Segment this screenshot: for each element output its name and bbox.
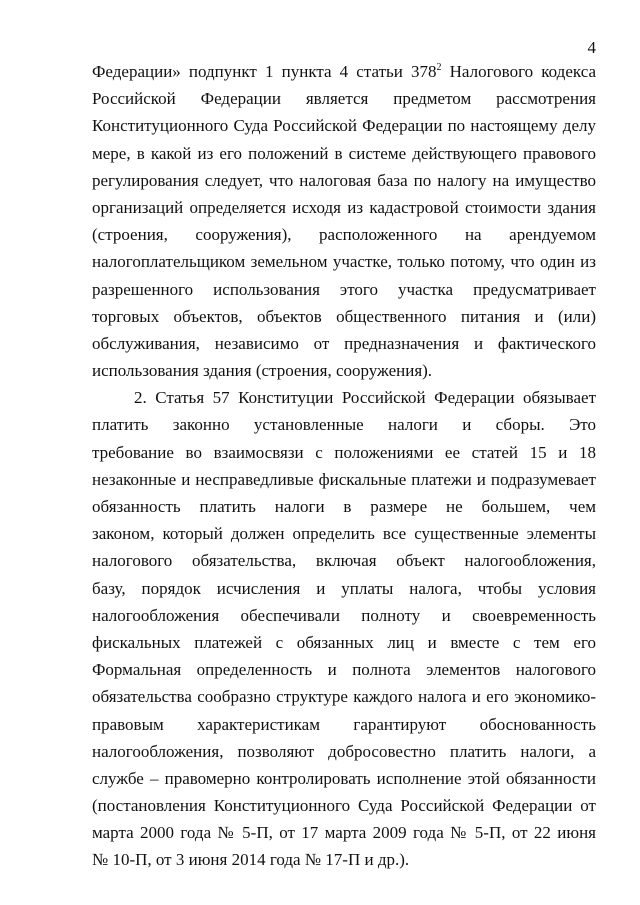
text-line: правовым характеристикам гарантируют обоснованность [92, 714, 596, 734]
superscript-index: 2 [436, 62, 442, 73]
text-line: обязанность платить налоги в размере не большем, чем [92, 497, 596, 516]
text-line: разрешенного использования этого участка предусматривает [92, 279, 596, 299]
text-line: 2. Статья 57 Конституции Российской Федерации обязывает [134, 388, 596, 408]
text-segment: Налогового кодекса [441, 62, 596, 81]
text-line: торговых объектов, объектов общественного питания и (или) [92, 306, 596, 326]
text-line: обслуживания, независимо от предназначения и фактического [92, 333, 596, 353]
text-line: налогоплательщиком земельном участке, только потому, что один из [92, 252, 596, 272]
text-line: (постановления Конституционного Суда Российской Федерации от [92, 796, 596, 816]
text-line: обязательства сообразно структуре каждого налога и его экономико- [92, 687, 596, 707]
text-line: (строения, сооружения), расположенного на арендуемом [92, 225, 596, 245]
text-line: налогообложения обеспечивали полноту и своевременность [92, 605, 596, 625]
paragraph-2 [92, 384, 596, 873]
text-line: службе – правомерно контролировать исполнение этой обязанности [92, 768, 596, 788]
text-line: платить законно установленные налоги и сборы. Это [92, 415, 596, 435]
text-line: Российской Федерации является предметом рассмотрения [92, 89, 596, 109]
text-segment: Федерации» подпункт 1 пункта 4 статьи 378 [92, 62, 437, 81]
text-line: налогового обязательства, включая объект налогообложения, [92, 551, 596, 571]
text-line: незаконные и несправедливые фискальные платежи и подразумевает [92, 469, 596, 489]
text-line: требование во взаимосвязи с положениями ее статей 15 и 18 [92, 442, 596, 462]
paragraph-1 [92, 58, 596, 384]
text-line: организаций определяется исходя из кадастровой стоимости здания [92, 197, 596, 217]
text-line: фискальных платежей с обязанных лиц и вместе с тем его [92, 632, 596, 652]
text-line: налогообложения, позволяют добросовестно платить налоги, а [92, 741, 596, 761]
text-line: Формальная определенность и полнота элементов налогового [92, 660, 596, 680]
text-line: № 10-П, от 3 июня 2014 года № 17-П и др.). [92, 850, 410, 870]
text-line: регулирования следует, что налоговая база по налогу на имущество [92, 170, 596, 190]
text-line: Конституционного Суда Российской Федерации по настоящему делу [92, 116, 596, 136]
text-line: законом, который должен определить все существенные элементы [92, 524, 596, 544]
text-line [92, 58, 596, 85]
document-body [92, 58, 596, 874]
page-number: 4 [587, 38, 596, 57]
text-line: марта 2000 года № 5-П, от 17 марта 2009 года № 5-П, от 22 июня [92, 823, 596, 843]
text-line: базу, порядок исчисления и уплаты налога, чтобы условия [92, 578, 596, 598]
text-line: использования здания (строения, сооружения). [92, 361, 433, 381]
text-line: мере, в какой из его положений в системе действующего правового [92, 143, 596, 163]
